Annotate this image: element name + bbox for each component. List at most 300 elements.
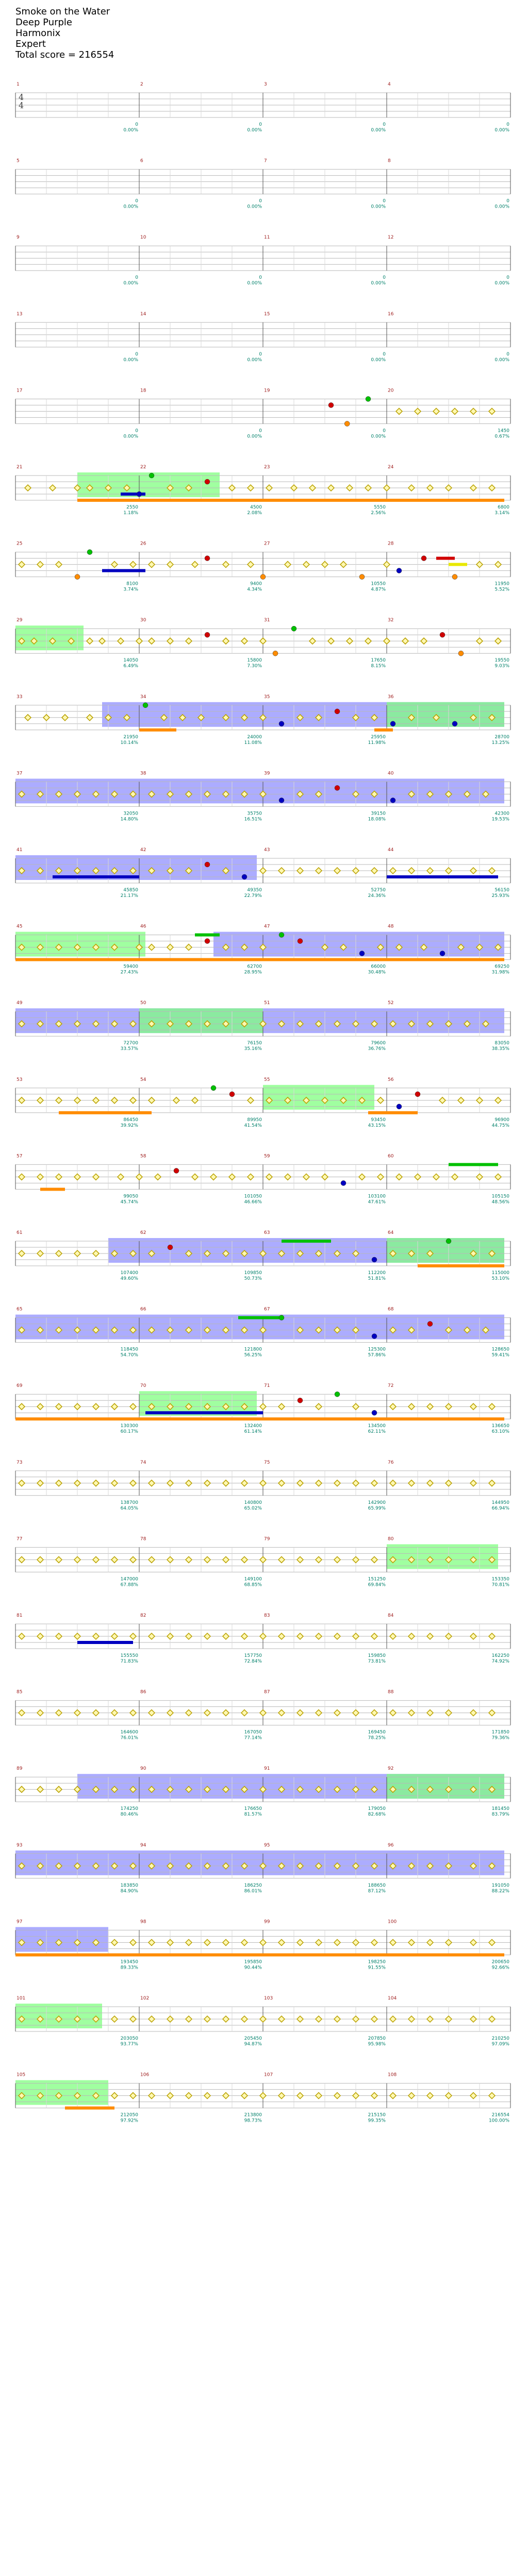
note-gem-yellow [148,1097,155,1104]
note-gem-yellow [56,1786,62,1792]
measure-percent: 4.34% [247,587,262,592]
note-gem-yellow [309,638,316,644]
note-gem-yellow [223,2093,229,2099]
note-gem-yellow [148,2016,155,2022]
measure-number: 99 [264,1919,270,1925]
measure-percent: 0.00% [494,128,509,133]
measure-percent: 38.35% [491,1046,509,1052]
note-gem-yellow [316,2093,322,2099]
note-gem-yellow [297,1633,303,1639]
note-gem-yellow [489,485,495,491]
note-gem-yellow [353,1403,359,1410]
note-gem [273,651,278,656]
measure-number: 40 [388,771,394,776]
measure-score: 0 [383,198,386,204]
sustain-tail [449,563,467,566]
instrument-name: Harmonix [15,28,61,39]
measure-score: 19550 [494,658,509,664]
note-gem [397,1104,402,1109]
measure-percent: 0.00% [371,128,386,133]
note-gem-yellow [297,2016,303,2022]
note-gem-yellow [303,562,309,568]
note-gem-yellow [396,408,402,414]
measure-score: 155550 [120,1653,138,1658]
note-gem-yellow [297,1939,303,1945]
measure-number: 88 [388,1689,394,1695]
note-gem-yellow [167,638,173,644]
measure-number: 90 [140,1766,146,1772]
note-gem-yellow [470,1480,476,1486]
note-gem-yellow [390,2093,396,2099]
note-gem-yellow [427,485,433,491]
staff-system [15,1843,510,1894]
note-gem-yellow [260,1480,266,1486]
measure-percent: 53.10% [491,1276,509,1281]
measure-score: 134500 [368,1423,386,1429]
note-gem-yellow [37,1250,43,1257]
note-gem [205,862,210,867]
total-score: Total score = 216554 [15,49,114,60]
measure-score: 89950 [247,1117,262,1123]
note-gem-yellow [19,1480,25,1486]
measure-number: 76 [388,1460,394,1465]
measure-score: 115000 [491,1270,509,1276]
measure-score: 0 [135,428,138,434]
measure-percent: 27.43% [120,970,138,975]
note-gem-yellow [415,408,421,414]
note-gem-yellow [118,1174,124,1180]
measure-number: 38 [140,771,146,776]
measure-score: 188650 [368,1883,386,1888]
note-gem-yellow [260,1710,266,1716]
measure-number: 35 [264,694,270,700]
measure-score: 72700 [123,1041,138,1046]
measure-score: 138700 [120,1500,138,1505]
note-gem-yellow [93,1097,99,1104]
note-gem [137,492,142,497]
measure-score: 107400 [120,1270,138,1276]
note-gem-yellow [377,1097,384,1104]
note-gem-yellow [489,1633,495,1639]
measure-percent: 0.00% [247,204,262,210]
measure-score: 112200 [368,1270,386,1276]
measure-score: 207850 [368,2036,386,2041]
measure-number: 102 [140,1996,150,2001]
note-gem-yellow [241,638,248,644]
measure-score: 162250 [491,1653,509,1658]
measure-percent: 93.77% [120,2042,138,2047]
measure-percent: 0.00% [123,204,138,210]
note-gem-yellow [19,1633,25,1639]
note-gem-yellow [433,1174,439,1180]
measure-score: 125300 [368,1347,386,1352]
note-gem-yellow [19,1403,25,1410]
note-gem-yellow [186,1710,192,1716]
note-gem-yellow [359,1174,365,1180]
measure-score: 11950 [494,581,509,587]
note-gem-yellow [56,1250,62,1257]
note-gem-yellow [316,1556,322,1563]
note-gem-yellow [56,1710,62,1716]
note-gem-yellow [50,485,56,491]
note-gem-yellow [204,1710,210,1716]
measure-percent: 9.03% [494,664,509,669]
measure-score: 205450 [244,2036,262,2041]
note-gem-yellow [446,2093,452,2099]
measure-score: 96900 [494,1117,509,1123]
measure-score: 144950 [491,1500,509,1505]
note-gem [335,709,340,714]
measure-number: 107 [264,2072,273,2078]
measure-number: 91 [264,1766,270,1772]
note-gem-yellow [74,1710,80,1716]
measure-percent: 70.81% [491,1582,509,1588]
note-gem-yellow [495,1097,501,1104]
note-gem [242,874,247,879]
note-gem-yellow [371,1556,377,1563]
measure-percent: 94.87% [244,2042,262,2047]
overdrive-phrase [15,932,145,957]
note-gem-yellow [155,1174,161,1180]
sustain-tail [449,1163,498,1166]
measure-score: 159850 [368,1653,386,1658]
overdrive-phrase [387,1774,504,1799]
measure-number: 95 [264,1842,270,1848]
staff-system [15,1690,510,1741]
note-gem [397,568,402,573]
measure-score: 118450 [120,1347,138,1352]
staff-system [15,2073,510,2124]
measure-percent: 95.98% [368,2042,386,2047]
measure-score: 49350 [247,888,262,893]
note-gem-yellow [266,1174,272,1180]
note-gem-yellow [223,1939,229,1945]
measure-number: 39 [264,771,270,776]
measure-percent: 63.10% [491,1429,509,1435]
note-gem-yellow [241,1556,248,1563]
note-gem-yellow [470,485,476,491]
sustain-tail [77,499,504,502]
measure-score: 8100 [126,581,138,587]
note-gem-yellow [210,1174,217,1180]
note-gem [458,651,464,656]
measure-number: 85 [16,1689,23,1695]
note-gem-yellow [470,1939,476,1945]
measure-percent: 18.08% [368,817,386,822]
staff-system [15,1766,510,1817]
staff-system [15,1613,510,1664]
note-gem-yellow [390,1480,396,1486]
measure-number: 21 [16,465,23,470]
measure-percent: 0.00% [247,434,262,439]
note-gem-yellow [74,1403,80,1410]
note-gem-yellow [427,1403,433,1410]
measure-percent: 100.00% [488,2118,509,2124]
note-gem-yellow [130,1556,136,1563]
measure-percent: 79.36% [491,1735,509,1741]
measure-percent: 98.73% [244,2118,262,2124]
note-gem-yellow [62,715,68,721]
note-gem [205,939,210,944]
note-gem-yellow [446,2016,452,2022]
note-gem-yellow [470,1403,476,1410]
measure-score: 213800 [244,2112,262,2118]
note-gem-yellow [353,1939,359,1945]
measure-number: 7 [264,158,267,164]
measure-percent: 50.73% [244,1276,262,1281]
note-gem [335,1392,340,1397]
note-gem-yellow [316,2016,322,2022]
measure-number: 96 [388,1842,394,1848]
note-gem-yellow [111,1710,118,1716]
measure-number: 6 [140,158,143,164]
measure-score: 0 [259,428,262,434]
note-gem-yellow [476,1097,483,1104]
measure-score: 24000 [247,734,262,740]
note-gem-yellow [489,408,495,414]
note-gem [298,939,303,944]
note-gem-yellow [74,1250,80,1257]
measure-number: 57 [16,1154,23,1159]
measure-number: 10 [140,235,146,241]
measure-number: 34 [140,694,146,700]
note-gem-yellow [260,868,266,874]
note-gem-yellow [19,1786,25,1792]
note-gem-yellow [353,2016,359,2022]
measure-percent: 76.01% [120,1735,138,1741]
measure-percent: 48.56% [491,1199,509,1205]
note-gem-yellow [316,1939,322,1945]
note-gem-yellow [148,562,155,568]
measure-score: 66000 [371,964,386,970]
measure-number: 82 [140,1613,146,1618]
measure-score: 86450 [123,1117,138,1123]
note-gem-yellow [446,868,452,874]
note-gem-yellow [56,1556,62,1563]
solo-section [15,1851,504,1875]
measure-number: 27 [264,541,270,547]
sustain-tail [15,1417,504,1420]
note-gem [390,798,395,803]
measure-number: 104 [388,1996,397,2001]
measure-number: 8 [388,158,391,164]
note-gem-yellow [130,1097,136,1104]
note-gem-yellow [470,1710,476,1716]
measure-number: 79 [264,1536,270,1542]
note-gem-yellow [446,1480,452,1486]
measure-number: 17 [16,388,23,394]
note-gem [335,785,340,790]
note-gem-yellow [489,1480,495,1486]
measure-score: 4500 [250,505,262,510]
note-gem-yellow [192,1174,198,1180]
solo-section [15,1927,108,1952]
measure-score: 0 [259,198,262,204]
note-gem-yellow [316,1403,322,1410]
measure-number: 3 [264,82,267,87]
measure-score: 0 [259,122,262,127]
note-gem-yellow [421,638,427,644]
note-gem-yellow [87,715,93,721]
measure-number: 66 [140,1307,146,1312]
measure-number: 46 [140,924,146,929]
measure-number: 92 [388,1766,394,1772]
note-gem-yellow [130,2093,136,2099]
measure-score: 200650 [491,1959,509,1965]
note-gem [229,1092,235,1097]
staff-system [15,1996,510,2047]
measure-percent: 0.67% [494,434,509,439]
staff-system [15,1077,510,1128]
note-gem [415,1092,420,1097]
note-gem-yellow [371,1480,377,1486]
measure-score: 6800 [498,505,509,510]
measure-number: 62 [140,1230,146,1235]
measure-score: 21950 [123,734,138,740]
note-gem-yellow [415,1174,421,1180]
measure-number: 78 [140,1536,146,1542]
measure-score: 62700 [247,964,262,970]
note-gem-yellow [384,562,390,568]
sustain-tail [387,875,498,878]
note-gem-yellow [25,485,31,491]
note-gem-yellow [19,562,25,568]
measure-score: 157750 [244,1653,262,1658]
note-gem-yellow [390,1403,396,1410]
measure-score: 0 [383,275,386,281]
sustain-tail [53,875,139,878]
sustain-tail [65,2107,114,2110]
overdrive-phrase [387,1238,504,1263]
note-gem-yellow [56,1480,62,1486]
note-gem-yellow [489,2016,495,2022]
note-gem-yellow [316,1480,322,1486]
note-gem-yellow [19,1174,25,1180]
staff-system [15,1154,510,1205]
measure-number: 101 [16,1996,26,2001]
note-gem-yellow [278,1403,285,1410]
measure-score: 191050 [491,1883,509,1888]
note-gem-yellow [328,485,334,491]
note-gem [440,951,445,956]
note-gem-yellow [427,2093,433,2099]
note-gem-yellow [489,868,495,874]
measure-score: 167050 [244,1730,262,1735]
measure-score: 45850 [123,888,138,893]
measure-percent: 54.70% [120,1352,138,1358]
note-gem-yellow [316,1633,322,1639]
measure-score: 0 [135,198,138,204]
measure-percent: 25.93% [491,893,509,899]
measure-number: 24 [388,465,394,470]
measure-percent: 91.55% [368,1965,386,1971]
note-gem-yellow [229,485,235,491]
measure-number: 80 [388,1536,394,1542]
note-gem-yellow [297,1710,303,1716]
solo-section [15,778,504,803]
staff-system [15,1230,510,1281]
measure-number: 2 [140,82,143,87]
measure-score: 142900 [368,1500,386,1505]
note-gem-yellow [223,1556,229,1563]
measure-score: 0 [506,351,509,357]
measure-percent: 13.25% [491,740,509,745]
measure-score: 35750 [247,811,262,817]
measure-percent: 71.83% [120,1659,138,1664]
measure-score: 0 [383,122,386,127]
measure-percent: 43.15% [368,1123,386,1128]
measure-score: 203050 [120,2036,138,2041]
measure-percent: 49.60% [120,1276,138,1281]
note-gem [359,574,365,580]
sustain-tail [436,557,455,560]
note-gem-yellow [297,868,303,874]
measure-score: 128650 [491,1347,509,1352]
measure-percent: 0.00% [371,434,386,439]
measure-number: 105 [16,2072,26,2078]
measure-number: 55 [264,1077,270,1082]
note-gem-yellow [470,2093,476,2099]
note-gem-yellow [130,562,136,568]
note-gem-yellow [353,1556,359,1563]
sustain-tail [195,934,220,937]
note-gem-yellow [74,1556,80,1563]
note-gem-yellow [278,1556,285,1563]
note-gem-yellow [93,1480,99,1486]
measure-percent: 16.51% [244,817,262,822]
measure-score: 42300 [494,811,509,817]
measure-number: 84 [388,1613,394,1618]
note-gem-yellow [427,1939,433,1945]
measure-percent: 44.75% [491,1123,509,1128]
measure-number: 41 [16,848,23,853]
note-gem-yellow [93,1403,99,1410]
note-gem [298,1398,303,1403]
measure-number: 50 [140,1001,146,1006]
measure-number: 25 [16,541,23,547]
measure-score: 56150 [494,888,509,893]
note-gem-yellow [495,1174,501,1180]
note-gem-yellow [148,1710,155,1716]
note-gem [359,951,365,956]
time-signature: 4 [19,92,24,102]
measure-percent: 2.56% [371,511,386,516]
staff-system [15,924,510,975]
measure-number: 19 [264,388,270,394]
note-gem-yellow [476,638,483,644]
time-signature: 4 [19,100,24,110]
note-gem [372,1410,377,1415]
measure-number: 37 [16,771,23,776]
staff-system [15,694,510,745]
note-gem-yellow [260,1403,266,1410]
measure-score: 183850 [120,1883,138,1888]
measure-score: 105150 [491,1194,509,1199]
note-gem-yellow [334,1556,340,1563]
note-gem-yellow [37,1403,43,1410]
measure-percent: 66.94% [491,1505,509,1511]
note-gem-yellow [291,485,297,491]
measure-percent: 8.15% [371,664,386,669]
note-gem-yellow [353,1480,359,1486]
measure-score: 93450 [371,1117,386,1123]
measure-percent: 6.49% [123,664,138,669]
overdrive-phrase [77,472,220,497]
note-gem-yellow [476,1174,483,1180]
measure-number: 58 [140,1154,146,1159]
note-gem-yellow [260,1633,266,1639]
note-gem-yellow [384,485,390,491]
